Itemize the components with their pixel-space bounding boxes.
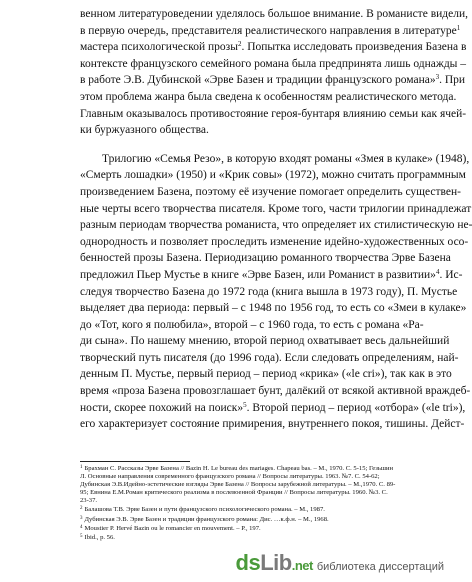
footnote-ref: 5 <box>243 400 247 409</box>
text-line: мастера психологической прозы$^2$. Попытка исследовать произведения Базена в <box>80 40 467 54</box>
footnote: $^2$ Балашова Т.В. Эрве Базен и пути французского психологического романа. – М., 1987. <box>80 506 325 514</box>
dslib-logo: dsLib.net <box>235 550 313 575</box>
footnote-ref: 2 <box>237 40 242 49</box>
footnote: Дубинская Э.В.Идейно-эстетические взгляды Эрве Базена // Вопросы зарубежной литературы. – М.,1970. С. 89- <box>80 481 396 489</box>
text-line: бенностей прозы Базена. Периодизацию романного творчества Эрве Базена <box>80 252 451 265</box>
footnote-ref: 3 <box>435 73 440 82</box>
footnote: 23-37. <box>80 497 98 505</box>
footnote-ref: 4 <box>435 267 440 276</box>
body-text <box>80 6 472 433</box>
text-line: однородность и позволяет проследить изменение идейно-художественных осо- <box>80 235 469 248</box>
footnote-number: 5 <box>80 533 83 539</box>
text-line: этом проблема жанра была сведена к особенностям реалистического метода. <box>80 90 457 103</box>
footnote: $^4$ Moustier P. Hervé Bazin ou le romancier en mouvement. – P., 197. <box>80 524 261 532</box>
text-line: «Смерть лошадки» (1950) и «Крик совы» (1972), можно считать программным <box>80 169 466 182</box>
paragraph-gap <box>80 139 420 151</box>
text-line: денным П. Мустье, первый период – период «крика» («le cri»), так как в это <box>80 368 452 381</box>
dslib-watermark <box>236 550 444 576</box>
footnote: $^1$ Брахман С. Рассказы Эрве Базена // Bazin H. Le bureau des mariages. Chapeau bas. – М., 1970. С. 5-15; Гезьшин <box>80 465 394 472</box>
text-line: творческий путь писателя (до 1996 года). Если следовать определениям, най- <box>80 351 459 364</box>
text-line: его характеризует состояние примирения, внутреннего покоя, тишины. Дейст- <box>80 418 465 431</box>
text-line: ные черты всего творчества писателя. Кроме того, части трилогии принадлежат <box>80 202 472 215</box>
text-line: в работе Э.В. Дубинской «Эрве Базен и традиции французского романа»$^3$. При <box>80 73 466 87</box>
text-line: выделяет два периода: первый – с 1948 по 1956 год, то есть со «Змеи в кулаке» <box>80 302 467 315</box>
footnote-number: 3 <box>80 515 83 521</box>
text-line: венном литературоведении уделялось большое внимание. В романисте видели, <box>80 8 468 20</box>
text-line: произведением Базена, поэтому её изучение помогает определить существен- <box>80 185 461 198</box>
text-line: следуя творчество Базена до 1972 года (книга вышла в 1973 году), П. Мустье <box>80 285 458 298</box>
footnote-rule <box>80 461 190 462</box>
text-line: до «Тот, кого я полюбила», второй – с 1960 года, то есть с романа «Ра- <box>80 318 424 331</box>
footnote-number: 1 <box>80 465 83 470</box>
footnote: Л. Основные направления современного французского романа // Вопросы литературы. 1963. №7. С. 54-62; <box>80 473 380 481</box>
text-line: ности, скорее похожий на поиск»$^5$. Второй период – период «отбора» («le tri»), <box>80 400 466 414</box>
text-line: контексте французского семейного романа была предпринята лишь однажды – <box>80 57 467 70</box>
footnote: 95; Евнина Е.М.Роман критического реализма в послевоенной Франции // Вопросы литературы. 1960. №3. С. <box>80 489 388 497</box>
watermark-caption: библиотека диссертаций <box>316 561 444 573</box>
text-line: в первую очередь, представителя реалистического направления в литературе$^1$ <box>80 23 461 37</box>
footnotes <box>80 464 420 542</box>
footnote-number: 4 <box>80 524 83 530</box>
text-line: время «проза Базена провозглашает бунт, далёкий от всякой активной враждеб- <box>80 385 471 398</box>
text-line: предложил Пьер Мустье в книге «Эрве Базен, или Романист в развитии»$^4$. Ис- <box>80 267 463 281</box>
footnote: $^5$ Ibid., p. 56. <box>80 533 115 541</box>
text-line: разным периодам творчества романиста, что определяет их стилистическую не- <box>80 219 472 232</box>
footnote-number: 2 <box>80 506 83 512</box>
text-line: ки буржуазного общества. <box>80 124 209 137</box>
text-line: Трилогию «Семья Резо», в которую входят романы «Змея в кулаке» (1948), <box>102 152 470 165</box>
text-line: Главным оказывалось противостояние героя-бунтаря влиянию семьи как ячей- <box>80 107 467 120</box>
text-line: ди сына». По нашему мнению, второй период охватывает весь дальнейший <box>80 335 450 348</box>
footnote-ref: 1 <box>456 23 461 32</box>
footnote: $^3$ Дубинская Э.В. Эрве Базен и традиции французского романа: Дис. …к.ф.н. – М., 1968. <box>80 515 329 523</box>
